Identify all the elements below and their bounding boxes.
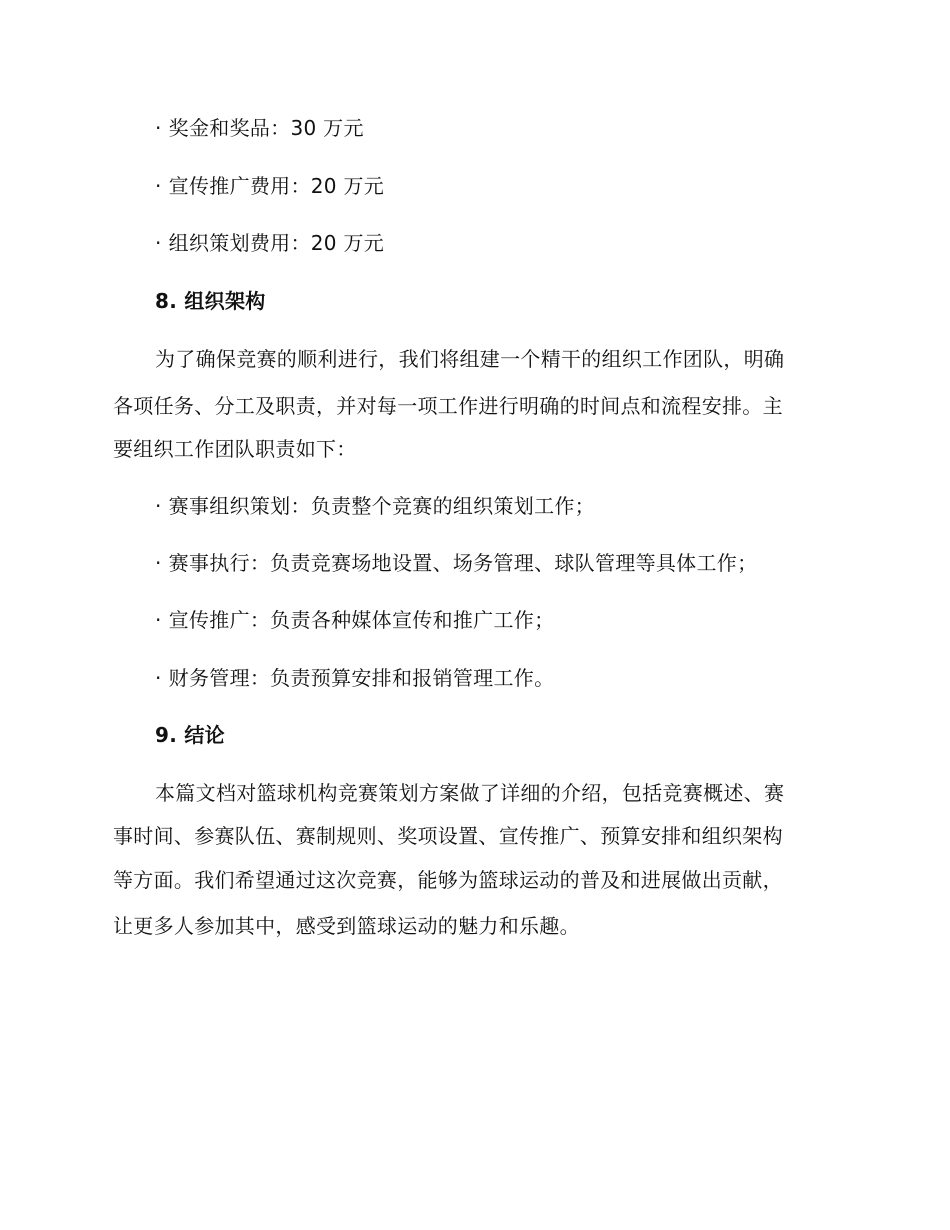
budget-item — [155, 229, 880, 257]
bullet-dot: · — [155, 666, 162, 690]
bullet-dot: · — [155, 116, 162, 140]
section-9-paragraph-line: 事时间、参赛队伍、赛制规则、奖项设置、宣传推广、预算安排和组织架构 — [113, 824, 783, 848]
section-8-paragraph-line: 各项任务、分工及职责，并对每一项工作进行明确的时间点和流程安排。主 — [113, 394, 783, 418]
section-9-paragraph-line: 让更多人参加其中，感受到篮球运动的魅力和乐趣。 — [113, 914, 580, 938]
duty-item — [155, 492, 880, 520]
section-9-paragraph-line: 等方面。我们希望通过这次竞赛，能够为篮球运动的普及和进展做出贡献， — [113, 868, 783, 892]
section-8-heading: 8. 组织架构 — [155, 289, 266, 313]
duty-item-text: 宣传推广：负责各种媒体宣传和推广工作； — [168, 608, 555, 632]
bullet-dot: · — [155, 608, 162, 632]
bullet-dot: · — [155, 551, 162, 575]
duty-item-text: 财务管理：负责预算安排和报销管理工作。 — [168, 666, 555, 690]
budget-item — [155, 172, 880, 200]
duty-item-text: 赛事组织策划：负责整个竞赛的组织策划工作； — [168, 494, 595, 518]
bullet-dot: · — [155, 231, 162, 255]
bullet-dot: · — [155, 494, 162, 518]
duty-item-text: 赛事执行：负责竞赛场地设置、场务管理、球队管理等具体工作； — [168, 551, 758, 575]
budget-item — [155, 114, 880, 142]
section-9-heading: 9. 结论 — [155, 723, 225, 747]
budget-item-text: 组织策划费用：20 万元 — [168, 231, 385, 255]
duty-item — [155, 549, 880, 577]
bullet-dot: · — [155, 174, 162, 198]
duty-item — [155, 664, 880, 692]
budget-item-text: 宣传推广费用：20 万元 — [168, 174, 385, 198]
section-9-paragraph-line: 本篇文档对篮球机构竞赛策划方案做了详细的介绍，包括竞赛概述、赛 — [155, 781, 785, 805]
duty-item — [155, 606, 880, 634]
section-8-paragraph-line: 为了确保竞赛的顺利进行，我们将组建一个精干的组织工作团队，明确 — [155, 347, 785, 371]
section-8-paragraph-line: 要组织工作团队职责如下： — [113, 437, 357, 461]
budget-item-text: 奖金和奖品：30 万元 — [168, 116, 364, 140]
